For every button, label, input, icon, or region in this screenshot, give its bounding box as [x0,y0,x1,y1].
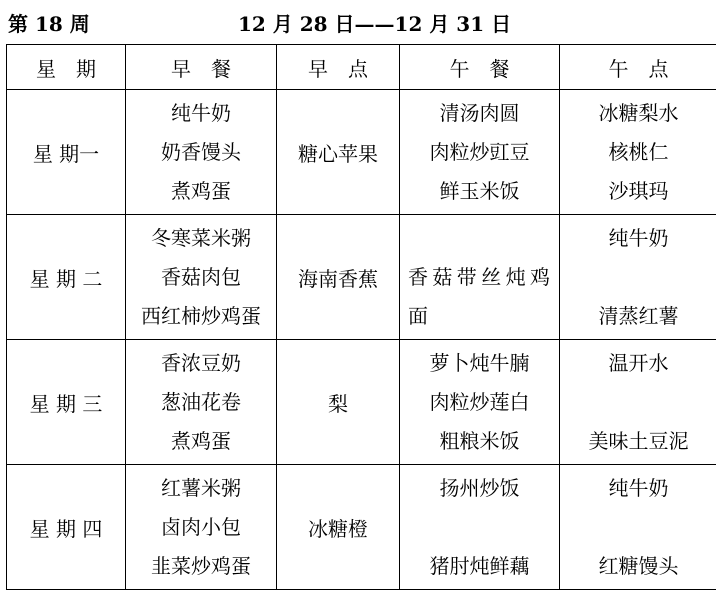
menu-item: 煮鸡蛋 [171,429,231,453]
menu-item: 清蒸红薯 [598,304,679,328]
lunch-cell [400,340,560,465]
menu-item: 面 [408,304,428,328]
menu-item: 鲜玉米饭 [439,179,520,203]
morning-snack-cell [277,90,400,215]
menu-item: 海南香蕉 [298,266,378,291]
menu-item [560,508,716,546]
header-row [7,45,716,90]
menu-item: 核桃仁 [608,140,669,164]
afternoon-snack-cell [560,215,716,340]
menu-item: 萝卜炖牛腩 [429,351,530,375]
afternoon-snack-cell [560,340,716,465]
morning-snack-cell [277,465,400,590]
menu-item: 沙琪玛 [608,179,669,203]
menu-item [560,258,716,296]
week-number: 第 18 周 [8,12,90,36]
lunch-cell [400,90,560,215]
weekly-menu-table [6,44,716,590]
menu-item: 香菇肉包 [161,265,241,289]
menu-item [400,219,559,257]
morning-snack-cell [277,215,400,340]
date-range: 12 月 28 日——12 月 31 日 [238,12,512,36]
col-header-morning-snack: 早 点 [277,45,400,90]
breakfast-cell [126,215,277,340]
menu-item: 煮鸡蛋 [171,179,231,203]
menu-item: 韭菜炒鸡蛋 [151,554,251,578]
col-header-day: 星 期 [7,45,126,90]
menu-item: 温开水 [608,351,669,375]
menu-item: 猪肘炖鲜藕 [429,554,530,578]
menu-item: 红薯米粥 [161,476,241,500]
lunch-cell [400,215,560,340]
menu-item: 卤肉小包 [161,515,241,539]
menu-item: 肉粒炒莲白 [429,390,530,414]
menu-item: 美味土豆泥 [588,429,689,453]
col-header-lunch: 午 餐 [400,45,560,90]
menu-item: 粗粮米饭 [439,429,520,453]
menu-item: 冬寒菜米粥 [151,226,251,250]
menu-item: 纯牛奶 [171,101,231,125]
morning-snack-cell [277,340,400,465]
table-row [7,215,716,340]
menu-item: 西红柿炒鸡蛋 [141,304,261,328]
table-row [7,465,716,590]
menu-item [400,508,559,546]
table-row [7,340,716,465]
menu-item: 糖心苹果 [298,141,378,166]
col-header-breakfast: 早 餐 [126,45,277,90]
afternoon-snack-cell [560,90,716,215]
menu-item: 香浓豆奶 [161,351,241,375]
breakfast-cell [126,340,277,465]
col-header-afternoon-snack: 午 点 [560,45,716,90]
day-cell: 星 期一 [7,90,126,215]
menu-item: 清汤肉圆 [439,101,520,125]
breakfast-cell [126,90,277,215]
day-cell: 星 期 四 [7,465,126,590]
menu-item: 梨 [328,391,348,416]
menu-item: 肉粒炒豇豆 [429,140,530,164]
page-header [0,6,716,42]
menu-item: 葱油花卷 [161,390,241,414]
menu-item: 纯牛奶 [608,476,669,500]
menu-item: 冰糖梨水 [598,101,679,125]
lunch-cell [400,465,560,590]
menu-item [560,383,716,421]
day-cell: 星 期 二 [7,215,126,340]
menu-item: 红糖馒头 [598,554,679,578]
menu-item: 冰糖橙 [308,516,368,541]
breakfast-cell [126,465,277,590]
menu-item: 纯牛奶 [608,226,669,250]
day-cell: 星 期 三 [7,340,126,465]
menu-item: 香菇带丝炖鸡 [408,265,551,289]
menu-item: 扬州炒饭 [439,476,520,500]
menu-item: 奶香馒头 [161,140,241,164]
afternoon-snack-cell [560,465,716,590]
table-row [7,90,716,215]
